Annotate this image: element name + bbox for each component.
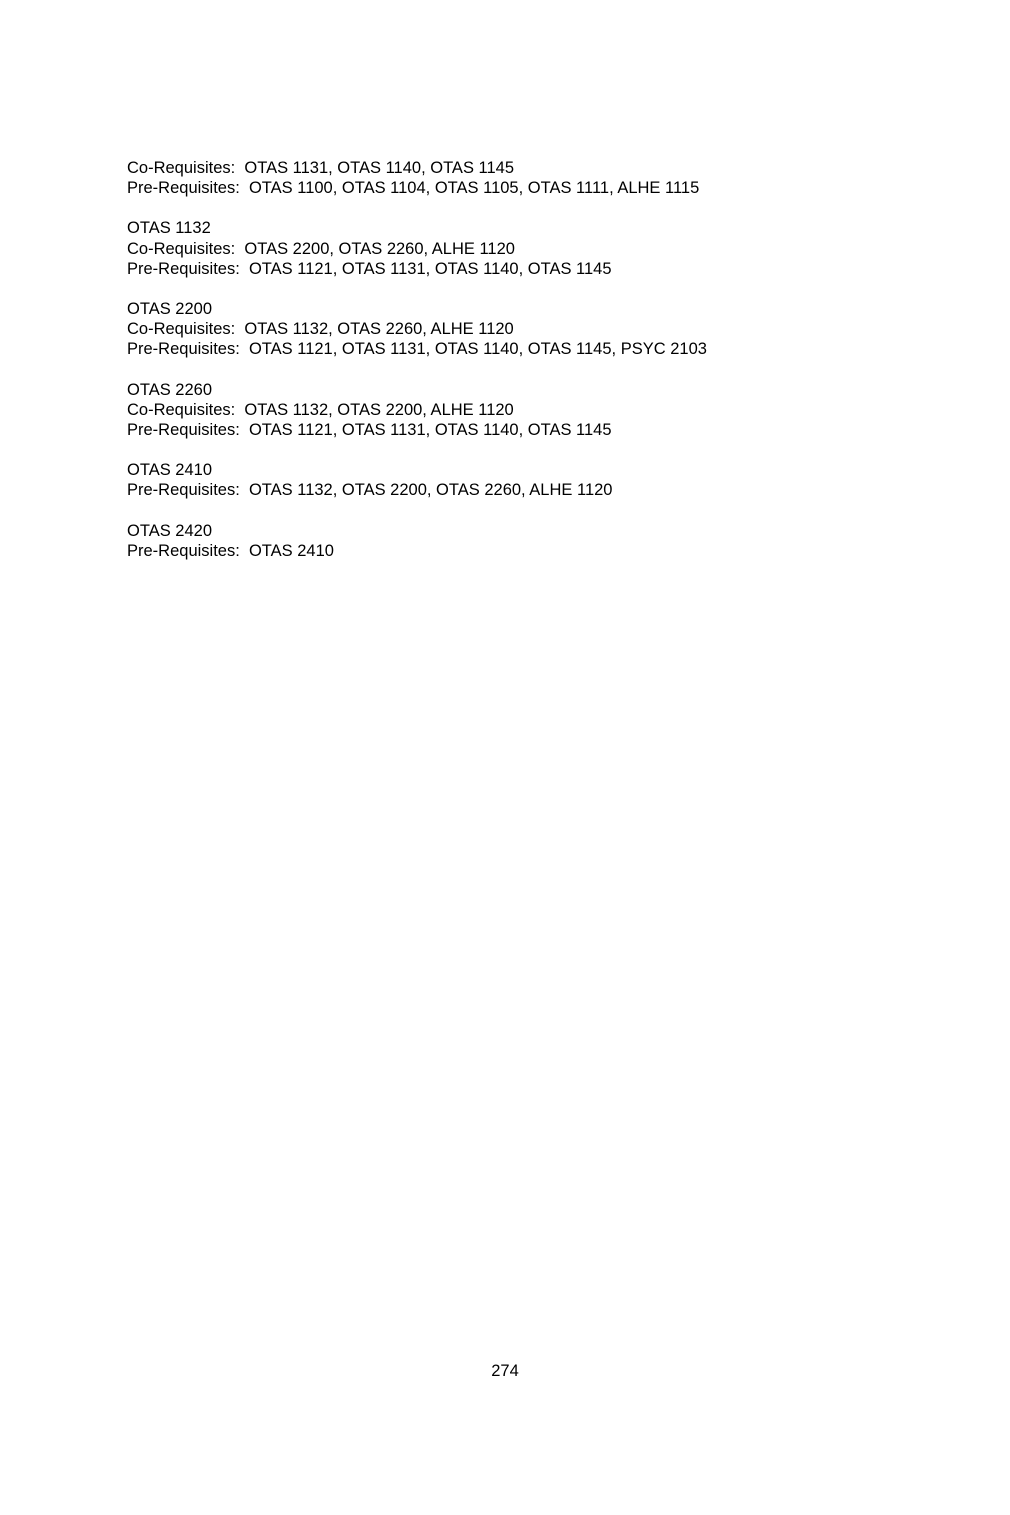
pre-requisites-line: Pre-Requisites: OTAS 1132, OTAS 2200, OTAS 2260, ALHE 1120 [127,481,613,500]
course-block-otas-2260 [127,380,967,441]
pre-requisites-line: Pre-Requisites: OTAS 1121, OTAS 1131, OTAS 1140, OTAS 1145 [127,421,612,440]
course-code: OTAS 2410 [127,461,212,480]
pre-requisites-line: Pre-Requisites: OTAS 1121, OTAS 1131, OTAS 1140, OTAS 1145, PSYC 2103 [127,340,707,359]
co-requisites-line: Co-Requisites: OTAS 1132, OTAS 2260, ALHE 1120 [127,320,514,339]
course-block-otas-2410 [127,460,967,500]
course-code: OTAS 2200 [127,300,212,319]
course-code: OTAS 2260 [127,380,212,399]
course-code: OTAS 1132 [127,219,211,238]
co-requisites-line: Co-Requisites: OTAS 2200, OTAS 2260, ALHE 1120 [127,239,515,258]
page-number: 274 [491,1362,519,1380]
document-body [127,158,967,581]
course-block-otas-1132 [127,218,967,279]
course-block-otas-2200 [127,299,967,360]
course-block-otas-2420 [127,521,967,561]
pre-requisites-line: Pre-Requisites: OTAS 2410 [127,541,334,560]
requisites-block-continued [127,158,967,198]
co-requisites-line: Co-Requisites: OTAS 1132, OTAS 2200, ALHE 1120 [127,400,514,419]
course-code: OTAS 2420 [127,521,212,540]
co-requisites-line: Co-Requisites: OTAS 1131, OTAS 1140, OTAS 1145 [127,159,515,177]
pre-requisites-line: Pre-Requisites: OTAS 1121, OTAS 1131, OTAS 1140, OTAS 1145 [127,259,612,278]
pre-requisites-line: Pre-Requisites: OTAS 1100, OTAS 1104, OTAS 1105, OTAS 1111, ALHE 1115 [127,179,700,198]
